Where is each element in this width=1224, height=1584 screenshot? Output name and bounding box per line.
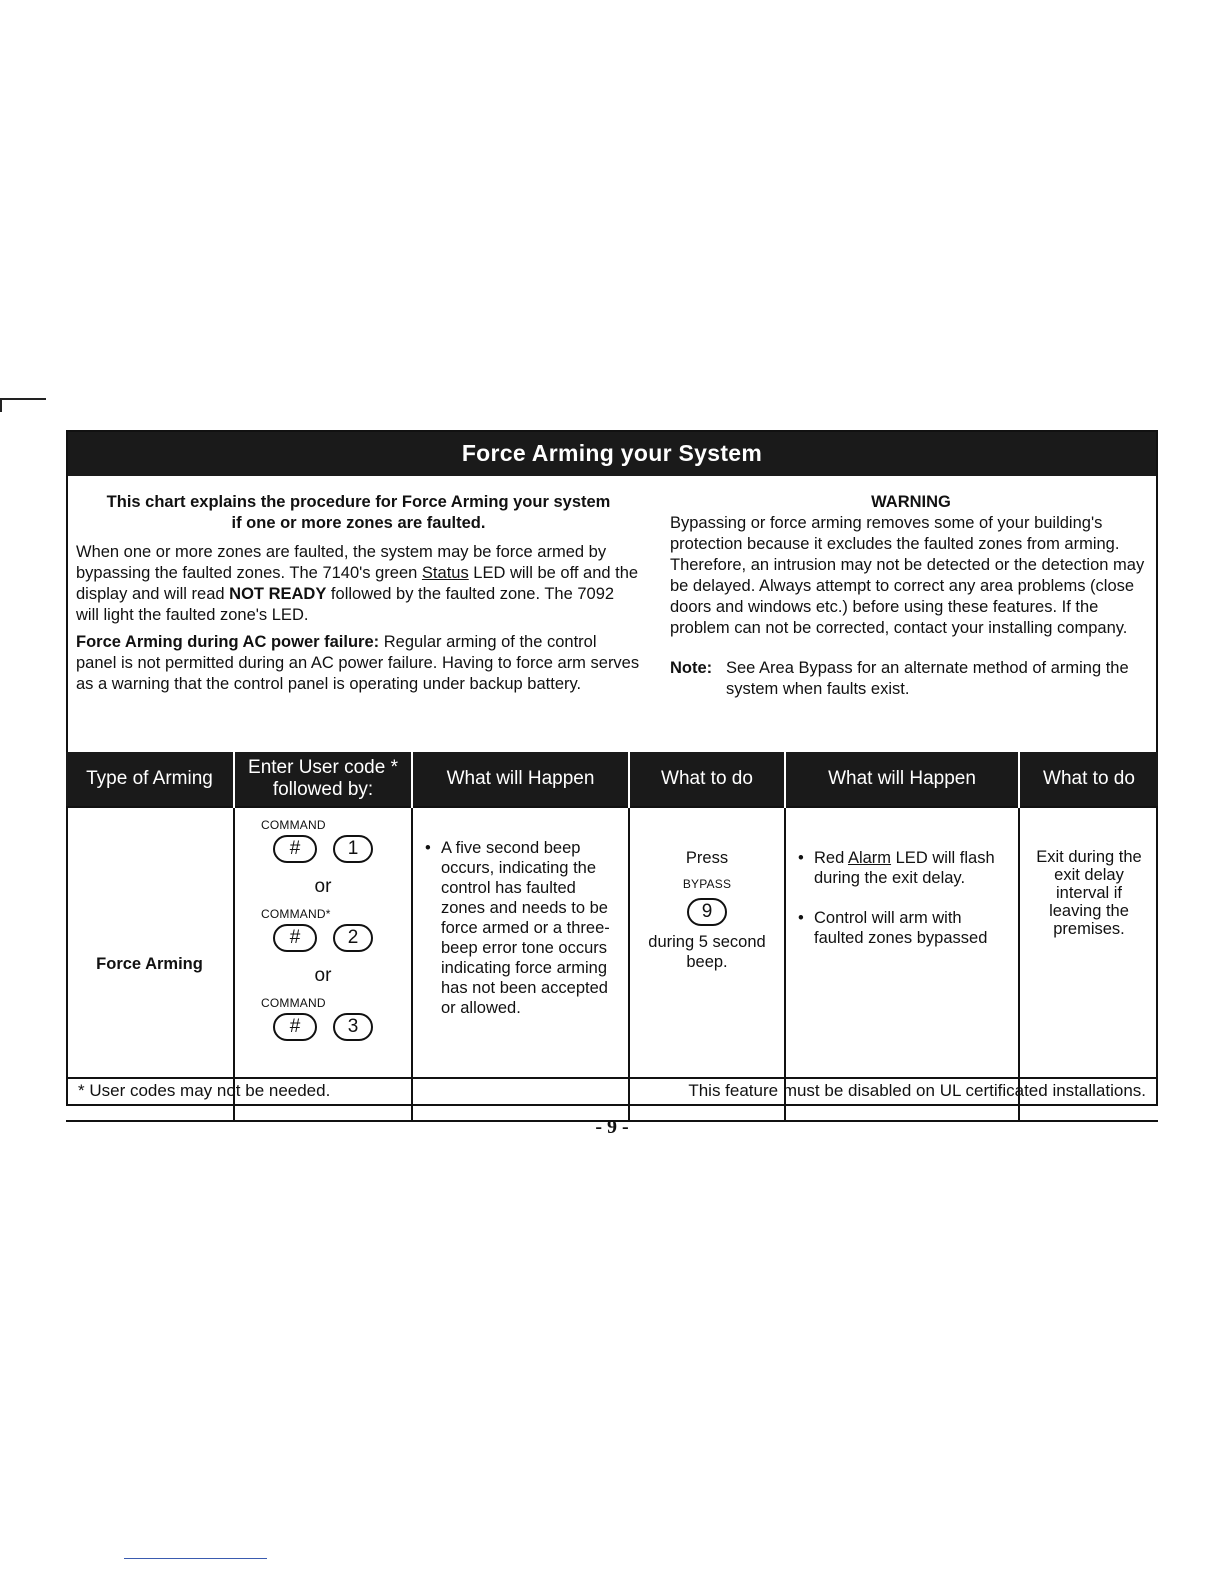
hash-key-icon: # (273, 924, 317, 952)
arming-chart (66, 752, 1158, 1122)
or-separator: or (314, 876, 332, 897)
footer (68, 1077, 1156, 1104)
header-what-will-happen-2: What will Happen (785, 752, 1019, 807)
bypass-label: BYPASS (682, 877, 732, 891)
intro-section (76, 492, 641, 701)
key-1-icon: 1 (333, 835, 373, 863)
warning-section (670, 492, 1152, 700)
command-label: COMMAND (261, 818, 326, 832)
ac-failure-paragraph: Force Arming during AC power failure: Regular arming of the control panel is not permitted during an AC power failure. Having to force arm serves as a warning that the control panel is operating under backup battery. (76, 633, 640, 693)
warning-text: Bypassing or force arming removes some of your building's protection because it excludes the faulted zones from arming. Therefore, an intrusion may not be detected or the detection may be delayed. Always attempt to correct any area problems (close doors and windows etc.) before using these features. If the problem can not be corrected, contact your installing company. (670, 514, 1145, 637)
list-item: • Control will arm with faulted zones bypassed (798, 908, 1010, 948)
sequence-1 (235, 818, 411, 863)
what-will-happen-cell-1 (412, 807, 629, 1121)
not-ready-term: NOT READY (229, 585, 327, 603)
command-label: COMMAND (261, 996, 326, 1010)
command-label: COMMAND* (261, 907, 331, 921)
header-what-to-do-1: What to do (629, 752, 785, 807)
header-type-of-arming: Type of Arming (66, 752, 234, 807)
table-row (66, 807, 1158, 1121)
note-label: Note: (670, 659, 713, 677)
intro-heading: This chart explains the procedure for Force Arming your system if one or more zones are faulted. (106, 493, 611, 532)
what-to-do-cell-2: Exit during the exit delay interval if leaving the premises. (1019, 807, 1158, 1121)
what-to-do-cell-1 (629, 807, 785, 1121)
page-number: - 9 - (595, 1116, 629, 1138)
alarm-led-term: Alarm (847, 849, 892, 867)
arming-type-cell: Force Arming (66, 807, 234, 1121)
sequence-3 (235, 996, 411, 1041)
force-arming-panel (66, 430, 1158, 1106)
sequence-2 (235, 907, 411, 952)
warning-title: WARNING (871, 493, 951, 511)
header-what-to-do-2: What to do (1019, 752, 1158, 807)
during-beep-text: during 5 second beep. (648, 933, 766, 971)
key-3-icon: 3 (333, 1013, 373, 1041)
note-text: See Area Bypass for an alternate method of arming the system when faults exist. (726, 659, 1129, 698)
header-enter-user-code: Enter User code * followed by: (234, 752, 412, 807)
key-sequence-cell (234, 807, 412, 1121)
press-text: Press (685, 849, 729, 867)
list-item: • A five second beep occurs, indicating the control has faulted zones and needs to be force armed or a three-beep error tone occurs indicating force arming has not been accepted or allowed. (425, 838, 618, 1018)
bottom-rule (124, 1558, 267, 1559)
key-9-icon: 9 (687, 898, 727, 926)
note (670, 658, 1152, 700)
list-item: • Red Alarm LED will flash during the exit delay. (798, 848, 1010, 888)
status-led-term: Status (421, 564, 469, 582)
intro-paragraph: When one or more zones are faulted, the system may be force armed by bypassing the faulted zones. The 7140's green Status LED will be off and the display and will read NOT READY followed by the faulted zone. The 7092 will light the faulted zone's LED. (76, 543, 639, 624)
footnote: * User codes may not be needed. (78, 1081, 331, 1100)
panel-title: Force Arming your System (68, 432, 1156, 476)
ul-notice: This feature must be disabled on UL certificated installations. (688, 1081, 1146, 1100)
crop-mark (0, 398, 46, 400)
key-2-icon: 2 (333, 924, 373, 952)
what-will-happen-cell-2 (785, 807, 1019, 1121)
header-what-will-happen-1: What will Happen (412, 752, 629, 807)
hash-key-icon: # (273, 835, 317, 863)
hash-key-icon: # (273, 1013, 317, 1041)
or-separator: or (314, 965, 332, 986)
